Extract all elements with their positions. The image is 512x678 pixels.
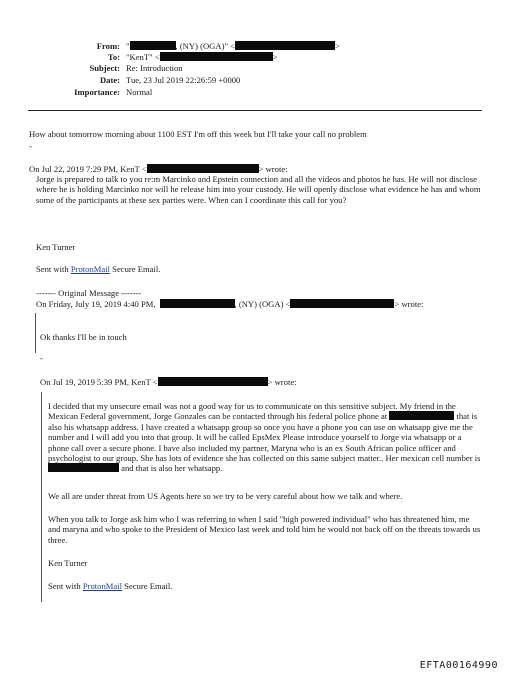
quote-bar (41, 392, 42, 602)
subject-label: Subject: (89, 63, 120, 73)
redaction-block (160, 299, 235, 308)
original-divider: ------- Original Message ------- (36, 288, 142, 298)
quote-bar (35, 313, 36, 353)
protonmail-link[interactable]: ProtonMail (82, 581, 123, 591)
to-label: To: (107, 52, 120, 62)
date-value: Tue, 23 Jul 2019 22:26:59 +0000 (126, 75, 241, 85)
importance-label: Importance: (74, 87, 120, 97)
from-label: From: (96, 41, 120, 51)
redaction-block (290, 299, 394, 308)
quote2-paragraph-3: When you talk to Jorge ask him who I was referring to when I said "high powered individual" who has threatened him, me and maryna and who spoke to the President of Mexico last week and told him he would not back off on the threats towards us three. (48, 514, 481, 545)
quote2-intro: On Jul 19, 2019 5:39 PM, KenT < > wrote: (40, 377, 297, 387)
to-value: "KenT" < > (126, 52, 278, 62)
quote2-sent-with: Sent with ProtonMail Secure Email. (48, 581, 173, 591)
redaction-block (235, 41, 335, 50)
redaction-block (48, 463, 119, 472)
protonmail-link[interactable]: ProtonMail (70, 264, 111, 274)
quote1-sent-with: Sent with ProtonMail Secure Email. (36, 264, 161, 274)
original-dash: - (40, 353, 43, 363)
quote1-signature: Ken Turner (36, 242, 76, 252)
document-id: EFTA00164990 (419, 660, 498, 671)
header-divider (28, 110, 482, 111)
redaction-block (130, 41, 176, 50)
importance-value: Normal (126, 87, 153, 97)
quote1-intro: On Jul 22, 2019 7:29 PM, KenT < > wrote: (29, 164, 288, 174)
redaction-block (160, 52, 273, 61)
date-label: Date: (99, 75, 120, 85)
original-intro: On Friday, July 19, 2019 4:40 PM, , (NY) (OGA) < > wrote: (36, 299, 424, 309)
subject-value: Re: Introduction (126, 63, 183, 73)
reply-body: How about tomorrow morning about 1100 EST I'm off this week but I'll take your call no problem (29, 129, 367, 139)
quote2-paragraph-2: We all are under threat from US Agents here so we try to be very careful about how we talk and where. (48, 491, 403, 501)
redaction-block (158, 377, 268, 386)
redaction-block (389, 411, 454, 420)
quote2-paragraph-1: I decided that my unsecure email was not a good way for us to communicate on this sensitive subject. My friend in the Mexican Federal government, Jorge Gonzales can be contacted through his federal police phone at that is also his whatsapp address. I have created a whatsapp group so once you have a phone you can use on whatsapp give me the number and I will add you into that group. It will be called EpsMex Please introduce yourself to Jorge via whatsapp or a phone call over a secure phone. I have also included my partner, Maryna who is an ex South African police officer and psychologist to our group. She has lots of evidence she has collected on this same subject matter.. Her mexican cell number is and that is also her whatsapp. (48, 401, 481, 474)
from-value: " , (NY) (OGA)" < > (126, 41, 340, 51)
quote1-body: Jorge is prepared to talk to you re:m Marcinko and Epstein connection and all the videos and photos he has. He will not disclose where he is holding Marcinko nor will he release him into your custody. He will openly disclose what evidence he has and whom some of the participants at these sex parties were. When can I coordinate this call for you? (36, 174, 481, 205)
original-body: Ok thanks I'll be in touch (40, 332, 127, 342)
reply-dash: - (29, 141, 32, 151)
redaction-block (147, 164, 259, 173)
quote2-signature: Ken Turner (48, 558, 88, 568)
